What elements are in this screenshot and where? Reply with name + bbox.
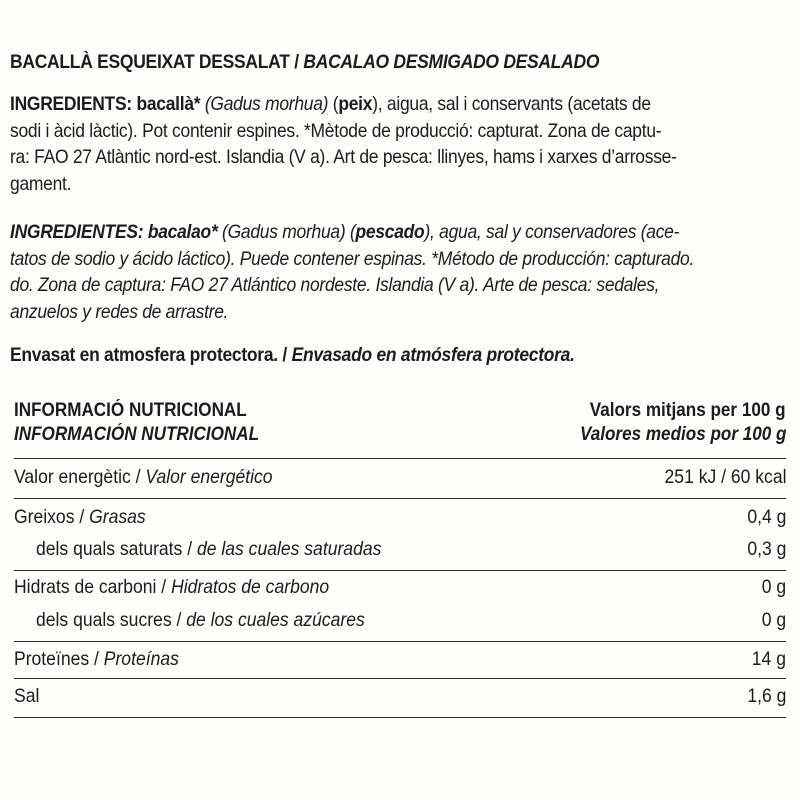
packaging-spanish: Envasado en atmósfera protectora. (291, 344, 575, 366)
row-value: 14 g (751, 648, 786, 670)
allergen-catalan: peix (338, 93, 373, 115)
row-label: Greixos / Grasas (14, 506, 146, 528)
nutrition-per-spanish: Valores medios por 100 g (579, 424, 786, 445)
row-label: Proteïnes / Proteínas (14, 648, 179, 670)
row-label: dels quals saturats / de las cuales saturadas (36, 538, 382, 560)
ingredients-spanish-line-1 (10, 219, 726, 246)
table-divider (14, 641, 786, 642)
nutrition-title-catalan: INFORMACIÓ NUTRICIONAL (14, 400, 247, 421)
row-value: 0,4 g (746, 506, 786, 528)
table-divider (14, 498, 786, 499)
ingredients-catalan-line-1 (10, 91, 726, 118)
table-divider (14, 458, 786, 459)
row-value: 1,6 g (746, 685, 786, 707)
fish-name-catalan: bacallà* (136, 93, 201, 115)
allergen-spanish: pescado (355, 221, 425, 243)
ingredients-spanish-rest: ), agua, sal y conservadores (ace- (424, 221, 680, 243)
nutrition-row-energy (14, 462, 786, 492)
ingredients-spanish (10, 219, 726, 325)
nutrition-row-sugars (14, 605, 786, 635)
row-value: 251 kJ / 60 kcal (664, 466, 786, 488)
nutrition-row-salt (14, 681, 786, 711)
packaging-separator: / (277, 344, 292, 366)
nutrition-per-catalan: Valors mitjans per 100 g (590, 400, 786, 421)
ingredients-spanish-line-4: anzuelos y redes de arrastre. (10, 300, 229, 323)
title-separator: / (289, 52, 304, 73)
allergen-open-catalan: ( (332, 93, 339, 115)
nutrition-row-carbohydrate (14, 572, 786, 602)
nutrition-row-saturated (14, 534, 786, 564)
row-label: dels quals sucres / de los cuales azúcares (36, 609, 365, 631)
ingredients-catalan-line-3: ra: FAO 27 Atlàntic nord-est. Islandia (V a). Art de pesca: llinyes, hams i xarxes d’arrosse- (10, 146, 677, 168)
title-spanish: BACALAO DESMIGADO DESALADO (303, 52, 600, 73)
ingredients-label-catalan: INGREDIENTS: (10, 93, 132, 115)
packaging-catalan: Envasat en atmosfera protectora. (10, 344, 278, 366)
ingredients-catalan-line-2: sodi i àcid làctic). Pot contenir espines. *Mètode de producció: capturat. Zona de captu- (10, 119, 662, 142)
fish-name-spanish: bacalao* (147, 221, 218, 243)
ingredients-catalan-line-4: gament. (10, 172, 72, 195)
nutrition-row-fat (14, 502, 786, 532)
ingredients-spanish-line-3: do. Zona de captura: FAO 27 Atlántico nordeste. Islandia (V a). Arte de pesca: sedales, (10, 274, 660, 296)
ingredients-catalan (10, 91, 726, 197)
row-value: 0 g (761, 609, 786, 631)
ingredients-spanish-line-2: tatos de sodio y ácido láctico). Puede contener espinas. *Método de producción: capturado. (10, 247, 695, 270)
row-value: 0 g (761, 576, 786, 598)
packaging-note (10, 342, 726, 369)
row-label: Valor energètic / Valor energético (14, 466, 273, 488)
nutrition-title-spanish: INFORMACIÓN NUTRICIONAL (14, 424, 260, 445)
table-divider (14, 678, 786, 679)
table-divider (14, 717, 786, 718)
row-value: 0,3 g (746, 538, 786, 560)
table-divider (14, 570, 786, 571)
ingredients-label-spanish: INGREDIENTES: (10, 221, 144, 243)
species-spanish: (Gadus morhua) (222, 221, 346, 243)
species-catalan: (Gadus morhua) (204, 93, 329, 115)
nutrition-row-protein (14, 644, 786, 674)
allergen-open-spanish: ( (349, 221, 356, 243)
row-label: Sal (14, 685, 40, 707)
title-catalan: BACALLÀ ESQUEIXAT DESSALAT (10, 52, 290, 73)
nutrition-header (14, 396, 786, 454)
ingredients-catalan-rest: ), aigua, sal i conservants (acetats de (372, 93, 651, 115)
product-title (10, 52, 599, 74)
row-label: Hidrats de carboni / Hidratos de carbono (14, 576, 330, 598)
